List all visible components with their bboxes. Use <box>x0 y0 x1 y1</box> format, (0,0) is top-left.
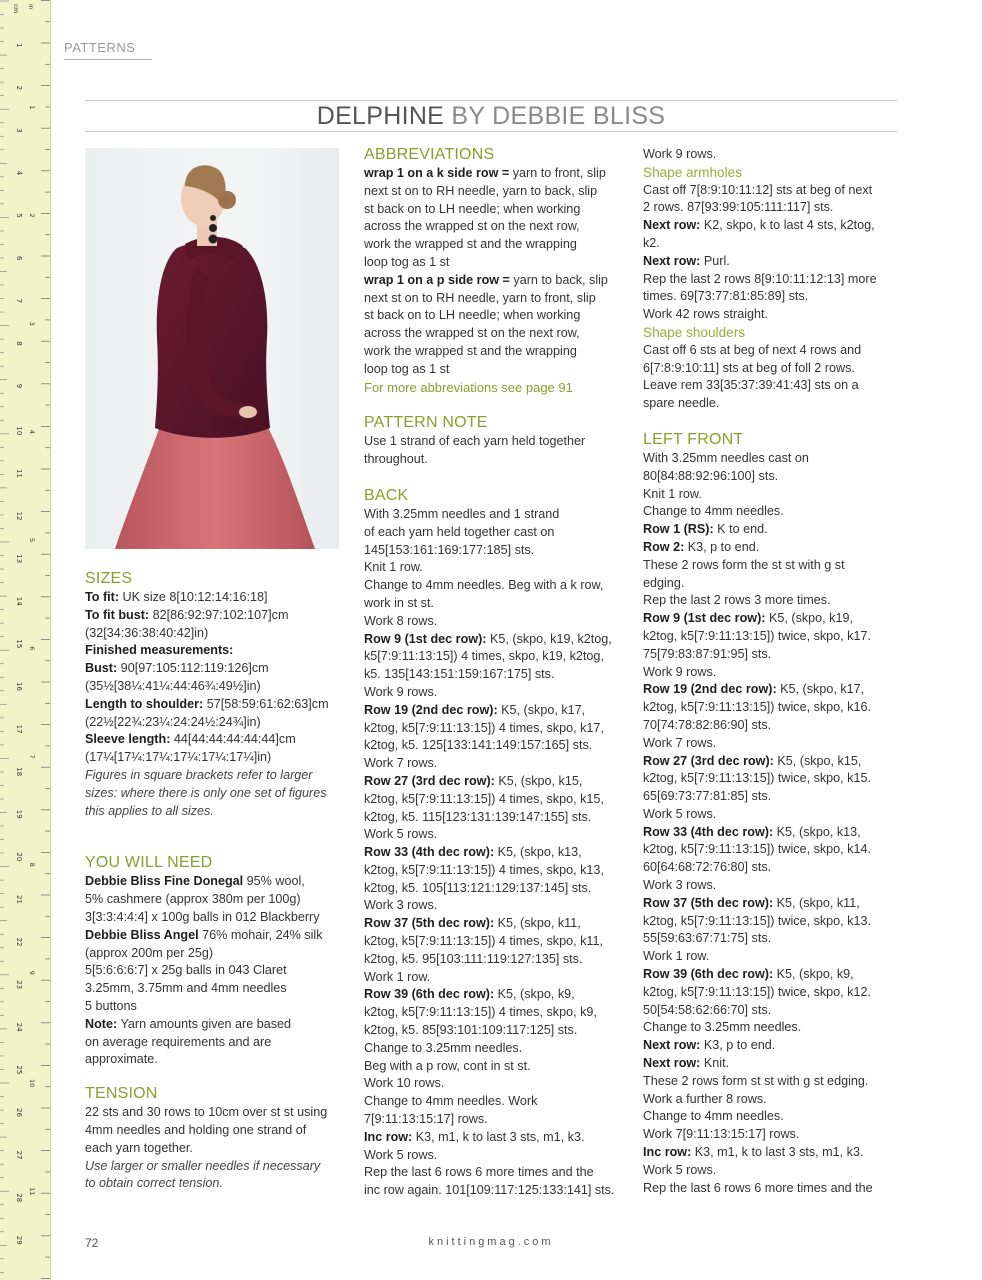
back-line: k5. 135[143:151:159:167:175] sts. <box>364 667 555 682</box>
more-abbreviations-link[interactable]: For more abbreviations see page 91 <box>364 379 573 395</box>
ruler-cm-label: 15 <box>15 639 23 649</box>
ruler-cm-label: 8 <box>15 341 23 346</box>
ruler-cm-label: 7 <box>15 298 23 304</box>
title-byline: BY DEBBIE BLISS <box>444 102 666 130</box>
pattern-note-line: throughout. <box>364 452 428 467</box>
bust-measure: Bust: 90[97:105:112:119:126]cm <box>85 661 269 676</box>
armhole-line: times. 69[73:77:81:85:89] sts. <box>643 289 809 304</box>
ruler-inch-label: 11 <box>28 1187 36 1196</box>
ruler-inch-label: 3 <box>28 321 36 326</box>
left-front-line: 80[84:88:92:96:100] sts. <box>643 468 779 483</box>
column-left <box>85 569 347 1193</box>
yarn-1-line: 5% cashmere (approx 380m per 100g) <box>85 892 301 907</box>
ruler-cm-label: 21 <box>15 895 23 904</box>
sizes-note: this applies to all sizes. <box>85 803 214 818</box>
back-row-9: Row 9 (1st dec row): K5, (skpo, k19, k2tog, <box>364 631 612 646</box>
back-line: 145[153:161:169:177:185] sts. <box>364 542 535 557</box>
ruler-inch-label: 9 <box>28 970 36 975</box>
ruler-cm-label: 13 <box>15 554 23 564</box>
abbr-wrap-k: wrap 1 on a k side row = yarn to front, slip <box>364 166 606 180</box>
left-front-row-39: Row 39 (6th dec row): K5, (skpo, k9, <box>643 967 854 982</box>
back-line: k2tog, k5. 115[123:131:139:147:155] sts. <box>364 809 592 824</box>
tension-line: each yarn together. <box>85 1140 193 1155</box>
back-line: Work 5 rows. <box>364 827 438 842</box>
heading-left-front: LEFT FRONT <box>643 430 744 448</box>
ruler-cm-label: 28 <box>15 1193 23 1203</box>
back-line: inc row again. 101[109:117:125:133:141] sts. <box>364 1183 615 1198</box>
ruler-cm-label: 9 <box>15 383 23 389</box>
ruler-cm-label: 18 <box>15 767 23 777</box>
back-row-39: Row 39 (6th dec row): K5, (skpo, k9, <box>364 987 575 1002</box>
left-front-row-2: Row 2: K3, p to end. <box>643 539 760 554</box>
abbr-line: next st on to RH needle, yarn to back, slip <box>364 183 598 198</box>
ruler-cm-label: 19 <box>15 809 23 819</box>
needles: 3.25mm, 3.75mm and 4mm needles <box>85 981 287 996</box>
left-front-row-27: Row 27 (3rd dec row): K5, (skpo, k15, <box>643 753 862 768</box>
left-front-row-1: Row 1 (RS): K to end. <box>643 522 768 537</box>
length-measure: Length to shoulder: 57[58:59:61:62:63]cm <box>85 696 329 711</box>
column-middle <box>364 145 632 1200</box>
tension-line: 4mm needles and holding one strand of <box>85 1122 307 1137</box>
heading-you-will-need: YOU WILL NEED <box>85 854 213 872</box>
measuring-ruler <box>0 0 51 1280</box>
yarn-1: Debbie Bliss Fine Donegal 95% wool, <box>85 874 305 889</box>
title-rule-bottom <box>85 131 897 132</box>
ruler-cm-label: 5 <box>15 213 23 218</box>
ruler-cm-label: 23 <box>15 980 23 990</box>
ruler-scale <box>0 0 50 1280</box>
yarn-2: Debbie Bliss Angel 76% mohair, 24% silk <box>85 927 323 942</box>
back-row-19: Row 19 (2nd dec row): K5, (skpo, k17, <box>364 702 586 717</box>
back-line: k2tog, k5. 85[93:101:109:117:125] sts. <box>364 1023 578 1038</box>
website-footer[interactable]: knittingmag.com <box>428 1236 554 1248</box>
buttons: 5 buttons <box>85 998 137 1013</box>
armhole-line: k2. <box>643 235 660 250</box>
shoulder-line: spare needle. <box>643 396 720 411</box>
left-front-row-9: Row 9 (1st dec row): K5, (skpo, k19, <box>643 611 853 626</box>
ruler-cm-label: 24 <box>14 1022 23 1032</box>
back-line: of each yarn held together cast on <box>364 524 555 539</box>
column-right <box>643 146 905 1197</box>
abbr-line: st back on to LH needle; when working <box>364 308 581 323</box>
back-line: Work 3 rows. <box>364 898 438 913</box>
title-main: DELPHINE <box>316 102 445 130</box>
heading-back: BACK <box>364 486 409 504</box>
yarn-note-line: on average requirements and are <box>85 1034 272 1049</box>
back-line: k2tog, k5. 95[103:111:119:127:135] sts. <box>364 951 583 966</box>
left-front-line: Work 1 row. <box>643 949 710 964</box>
abbr-line: across the wrapped st on the next row, <box>364 326 580 341</box>
sizes-note: Figures in square brackets refer to larger <box>85 767 313 782</box>
back-line: k2tog, k5[7:9:11:13:15]) 4 times, skpo, k11, <box>364 934 603 949</box>
armhole-line: 2 rows. 87[93:99:105:111:117] sts. <box>643 200 834 215</box>
left-front-row-37: Row 37 (5th dec row): K5, (skpo, k11, <box>643 895 860 910</box>
shoulder-line: Leave rem 33[35:37:39:41:43] sts on a <box>643 378 859 393</box>
left-front-line: 65[69:73:77:81:85] sts. <box>643 789 772 804</box>
ruler-cm-label: 17 <box>15 724 23 734</box>
ruler-cm-label: 1 <box>15 43 23 48</box>
ruler-inch-label: 2 <box>28 213 36 218</box>
left-front-line: Work 3 rows. <box>643 878 717 893</box>
ruler-cm-label: 25 <box>15 1065 23 1075</box>
armhole-line: Work 42 rows straight. <box>643 307 769 322</box>
left-front-line: 60[64:68:72:76:80] sts. <box>643 860 772 875</box>
ruler-cm-label: 12 <box>15 511 23 521</box>
pattern-note-line: Use 1 strand of each yarn held together <box>364 434 586 449</box>
back-line: Change to 4mm needles. Beg with a k row, <box>364 578 604 593</box>
left-front-line: k2tog, k5[7:9:11:13:15]) twice, skpo, k17. <box>643 628 871 643</box>
model-photo <box>85 148 339 549</box>
left-front-line: k2tog, k5[7:9:11:13:15]) twice, skpo, k14. <box>643 842 871 857</box>
ruler-cm-label: 22 <box>15 937 23 947</box>
ruler-inch-label: 6 <box>28 646 36 651</box>
ruler-inch-label: 4 <box>28 429 36 434</box>
tension-note: to obtain correct tension. <box>85 1176 223 1191</box>
ruler-cm-label: 4 <box>15 170 23 176</box>
yarn-note-line: approximate. <box>85 1052 158 1067</box>
page-title <box>85 102 897 131</box>
back-line: k2tog, k5. 125[133:141:149:157:165] sts. <box>364 738 593 753</box>
ruler-unit-inch: in <box>27 4 34 10</box>
model-photo-icon <box>85 148 339 549</box>
back-line: k2tog, k5[7:9:11:13:15]) 4 times, skpo, k13, <box>364 862 604 877</box>
ruler-unit-cm: cm <box>12 4 19 14</box>
section-tag: PATTERNS <box>64 40 152 60</box>
left-front-line: 75[79:83:87:91:95] sts. <box>643 646 772 661</box>
left-front-line: These 2 rows form the st st with g st <box>643 557 845 572</box>
sizes-note: sizes: where there is only one set of figures <box>85 785 327 800</box>
back-line: 7[9:11:13:15:17] rows. <box>364 1112 488 1127</box>
left-front-line: k2tog, k5[7:9:11:13:15]) twice, skpo, k12. <box>643 984 871 999</box>
back-line: k2tog, k5[7:9:11:13:15]) 4 times, skpo, k17, <box>364 720 604 735</box>
ruler-inch-label: 5 <box>28 538 36 543</box>
back-line: With 3.25mm needles and 1 strand <box>364 506 560 521</box>
ruler-cm-label: 27 <box>15 1150 23 1160</box>
back-line: Beg with a p row, cont in st st. <box>364 1058 531 1073</box>
back-line: Change to 4mm needles. Work <box>364 1094 538 1109</box>
armhole-next-row: Next row: K2, skpo, k to last 4 sts, k2tog, <box>643 218 875 233</box>
left-front-line: Rep the last 6 rows 6 more times and the <box>643 1180 873 1195</box>
armhole-line: Rep the last 2 rows 8[9:10:11:12:13] more <box>643 271 877 286</box>
abbr-line: loop tog as 1 st <box>364 254 450 269</box>
heading-pattern-note: PATTERN NOTE <box>364 414 488 432</box>
bust-measure-in: (35½[38¼:41¼:44:46¾:49½]in) <box>85 678 261 693</box>
left-front-line: Work 7 rows. <box>643 735 717 750</box>
ruler-inch-label: 8 <box>28 862 36 867</box>
abbr-line: next st on to RH needle, yarn to front, slip <box>364 290 596 305</box>
ruler-cm-label: 10 <box>15 426 23 436</box>
left-front-line: k2tog, k5[7:9:11:13:15]) twice, skpo, k15. <box>643 771 871 786</box>
armhole-line: Cast off 7[8:9:10:11:12] sts at beg of next <box>643 182 873 197</box>
left-front-line: Work 7[9:11:13:15:17] rows. <box>643 1127 800 1142</box>
back-row-37: Row 37 (5th dec row): K5, (skpo, k11, <box>364 916 581 931</box>
left-front-line: k2tog, k5[7:9:11:13:15]) twice, skpo, k13. <box>643 913 871 928</box>
back-line: Knit 1 row. <box>364 560 423 575</box>
left-front-line: Work 9 rows. <box>643 664 717 679</box>
ruler-cm-label: 11 <box>15 469 23 478</box>
ruler-inch-label: 10 <box>28 1079 36 1088</box>
left-front-line: Work a further 8 rows. <box>643 1091 767 1106</box>
ruler-cm-label: 6 <box>15 256 23 261</box>
shoulder-line: Cast off 6 sts at beg of next 4 rows and <box>643 342 862 357</box>
tension-line: 22 sts and 30 rows to 10cm over st st using <box>85 1105 328 1120</box>
back-line: Work 5 rows. <box>364 1147 438 1162</box>
left-front-line: Work 5 rows. <box>643 1162 717 1177</box>
left-front-line: 55[59:63:67:71:75] sts. <box>643 931 772 946</box>
back-line: k2tog, k5. 105[113:121:129:137:145] sts. <box>364 880 592 895</box>
back-line: k2tog, k5[7:9:11:13:15]) 4 times, skpo, k15, <box>364 791 604 806</box>
back-line: k5[7:9:11:13:15]) 4 times, skpo, k19, k2tog, <box>364 649 604 664</box>
shoulder-line: 6[7:8:9:10:11] sts at beg of foll 2 rows. <box>643 360 855 375</box>
subheading-shape-armholes: Shape armholes <box>643 164 742 180</box>
subheading-shape-shoulders: Shape shoulders <box>643 324 746 340</box>
left-front-line: Rep the last 2 rows 3 more times. <box>643 593 831 608</box>
abbr-line: across the wrapped st on the next row, <box>364 219 580 234</box>
sleeve-measure: Sleeve length: 44[44:44:44:44:44]cm <box>85 732 296 747</box>
back-line: Work 7 rows. <box>364 756 438 771</box>
abbr-wrap-p: wrap 1 on a p side row = yarn to back, slip <box>364 272 608 287</box>
back-line: work in st st. <box>364 595 434 610</box>
sleeve-measure-in: (17¼[17¼:17¼:17¼:17¼:17¼]in) <box>85 750 272 765</box>
tension-note: Use larger or smaller needles if necessary <box>85 1158 321 1173</box>
ruler-inch-label: 7 <box>28 754 36 759</box>
yarn-note: Note: Yarn amounts given are based <box>85 1016 292 1031</box>
back-line: Work 9 rows. <box>643 147 717 161</box>
back-line: Rep the last 6 rows 6 more times and the <box>364 1165 594 1180</box>
size-to-fit: To fit: UK size 8[10:12:14:16:18] <box>85 590 268 604</box>
left-front-row-19: Row 19 (2nd dec row): K5, (skpo, k17, <box>643 682 865 697</box>
left-front-line: 50[54:58:62:66:70] sts. <box>643 1002 772 1017</box>
yarn-2-line: (approx 200m per 25g) <box>85 945 214 960</box>
size-to-fit-bust-in: (32[34:36:38:40:42]in) <box>85 625 209 640</box>
abbr-line: st back on to LH needle; when working <box>364 201 581 216</box>
left-front-line: These 2 rows form st st with g st edging. <box>643 1073 869 1088</box>
abbr-line: loop tog as 1 st <box>364 361 450 376</box>
length-measure-in: (22½[22¾:23¼:24:24½:24¾]in) <box>85 714 261 729</box>
ruler-cm-label: 2 <box>15 85 23 91</box>
left-front-line: Change to 3.25mm needles. <box>643 1020 802 1035</box>
ruler-cm-label: 3 <box>15 128 23 133</box>
finished-measurements: Finished measurements: <box>85 643 234 658</box>
yarn-1-line: 3[3:3:4:4:4] x 100g balls in 012 Blackberry <box>85 909 320 924</box>
armhole-next-row: Next row: Purl. <box>643 253 730 268</box>
ruler-cm-label: 16 <box>15 682 23 691</box>
heading-sizes: SIZES <box>85 570 133 587</box>
back-line: Work 8 rows. <box>364 613 438 628</box>
back-line: Work 10 rows. <box>364 1076 445 1091</box>
left-front-line: edging. <box>643 575 685 590</box>
left-front-line: Change to 4mm needles. <box>643 504 784 519</box>
back-line: Change to 3.25mm needles. <box>364 1040 523 1055</box>
ruler-cm-label: 14 <box>15 596 23 606</box>
title-rule-top <box>85 100 897 101</box>
ruler-cm-label: 20 <box>15 852 23 862</box>
left-front-inc-row: Inc row: K3, m1, k to last 3 sts, m1, k3. <box>643 1145 864 1160</box>
left-front-line: 70[74:78:82:86:90] sts. <box>643 717 772 732</box>
left-front-line: Change to 4mm needles. <box>643 1109 784 1124</box>
heading-tension: TENSION <box>85 1085 158 1103</box>
left-front-line: k2tog, k5[7:9:11:13:15]) twice, skpo, k16. <box>643 700 871 715</box>
left-front-row-33: Row 33 (4th dec row): K5, (skpo, k13, <box>643 824 861 839</box>
left-front-line: Work 5 rows. <box>643 806 717 821</box>
back-row-33: Row 33 (4th dec row): K5, (skpo, k13, <box>364 845 582 860</box>
size-to-fit-bust: To fit bust: 82[86:92:97:102:107]cm <box>85 607 289 622</box>
left-front-line: Knit 1 row. <box>643 486 702 501</box>
left-front-next-row: Next row: K3, p to end. <box>643 1038 776 1053</box>
back-row-27: Row 27 (3rd dec row): K5, (skpo, k15, <box>364 773 583 788</box>
yarn-2-line: 5[5:6:6:6:7] x 25g balls in 043 Claret <box>85 963 287 978</box>
left-front-next-row: Next row: Knit. <box>643 1056 730 1071</box>
back-line: k2tog, k5[7:9:11:13:15]) 4 times, skpo, k9, <box>364 1005 597 1020</box>
left-front-line: With 3.25mm needles cast on <box>643 450 809 465</box>
ruler-cm-label: 26 <box>15 1108 23 1117</box>
back-line: Work 1 row. <box>364 969 431 984</box>
abbr-line: work the wrapped st and the wrapping <box>364 237 577 252</box>
back-line: Work 9 rows. <box>364 684 438 699</box>
ruler-inch-label: 1 <box>28 105 36 110</box>
ruler-cm-label: 29 <box>15 1235 23 1245</box>
abbr-line: work the wrapped st and the wrapping <box>364 343 577 358</box>
heading-abbreviations: ABBREVIATIONS <box>364 146 495 163</box>
page-number: 72 <box>85 1236 99 1250</box>
back-inc-row: Inc row: K3, m1, k to last 3 sts, m1, k3. <box>364 1129 585 1144</box>
